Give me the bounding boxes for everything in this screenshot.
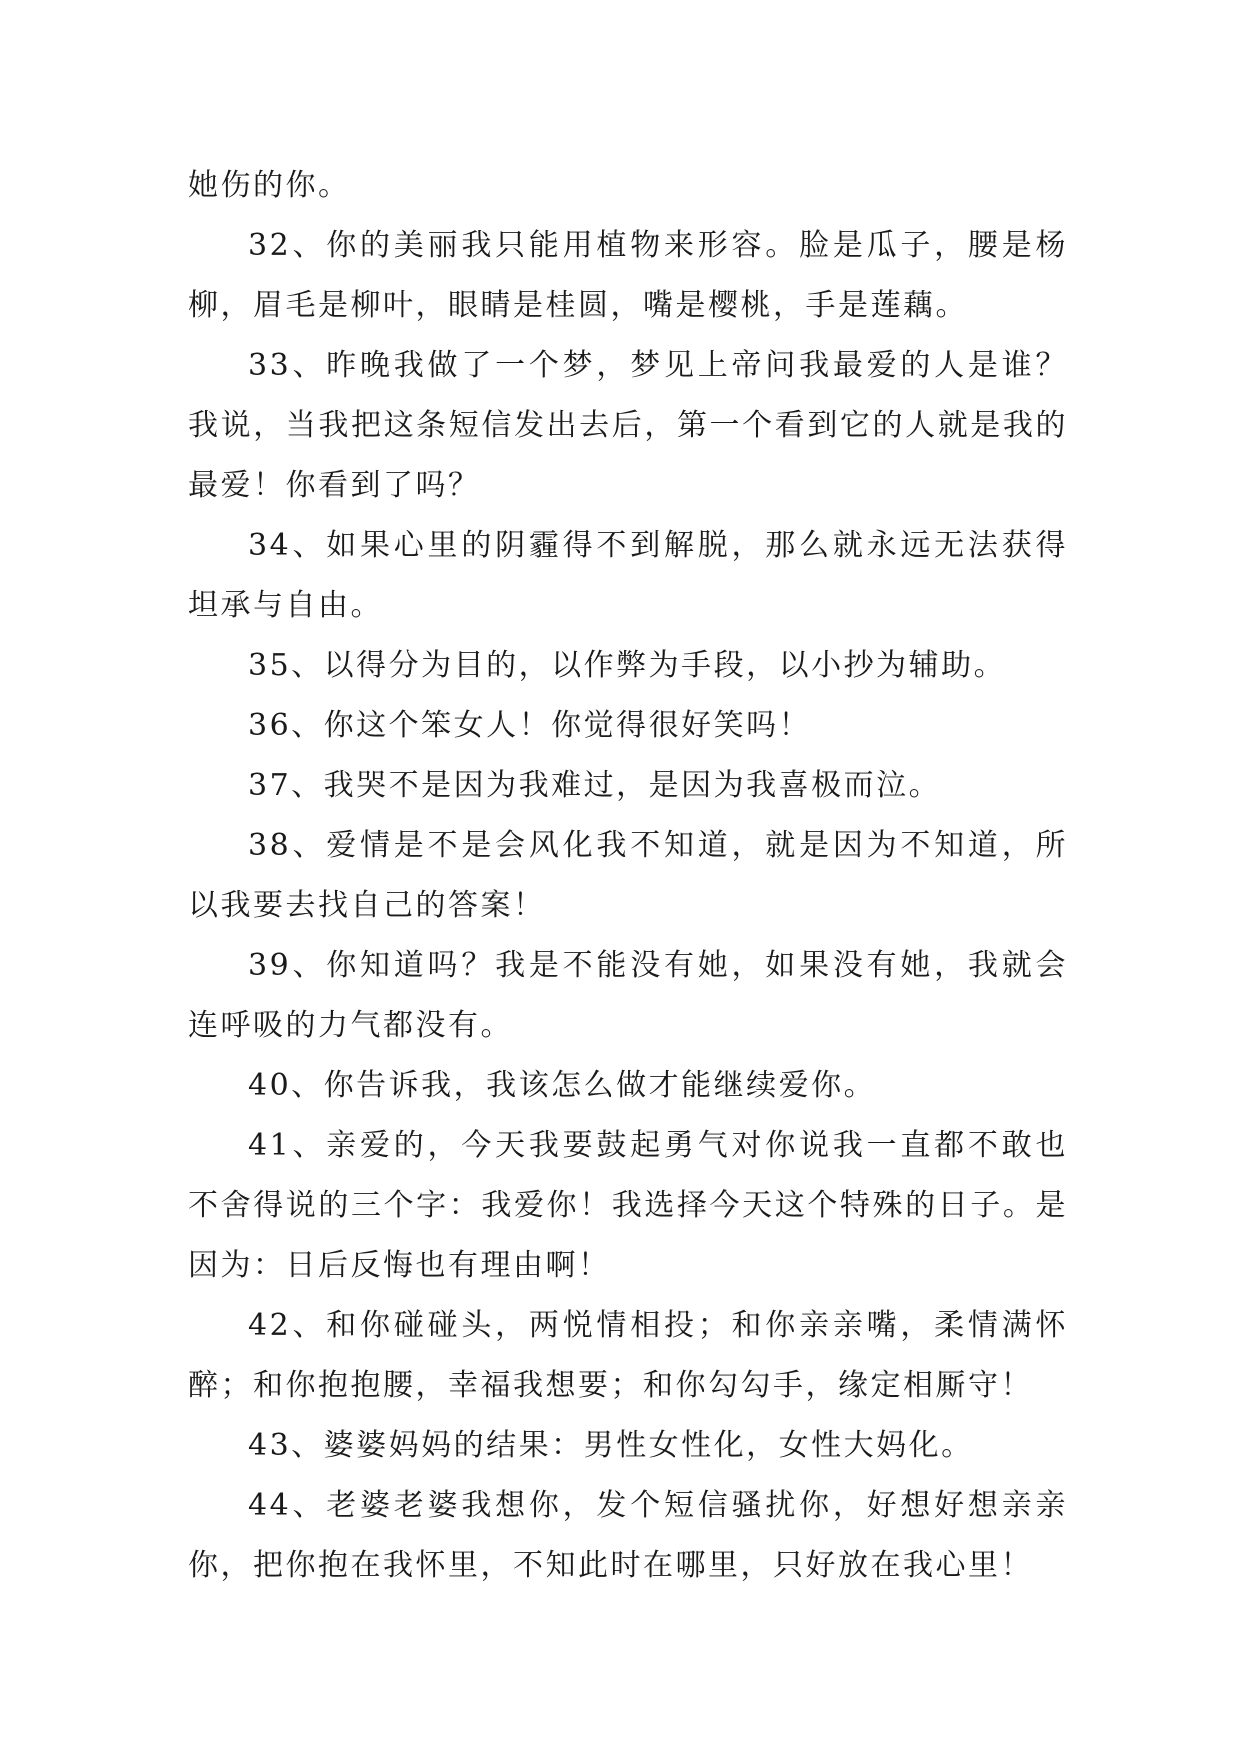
paragraph-33: 33、昨晚我做了一个梦，梦见上帝问我最爱的人是谁？我说，当我把这条短信发出去后，第一个看到它的人就是我的最爱！你看到了吗？ [188, 348, 1068, 503]
paragraph-42: 42、和你碰碰头，两悦情相投；和你亲亲嘴，柔情满怀醉；和你抱抱腰，幸福我想要；和你勾勾手，缘定相厮守！ [188, 1308, 1068, 1403]
paragraph-continuation: 她伤的你。 [188, 168, 351, 203]
paragraph-43: 43、婆婆妈妈的结果：男性女性化，女性大妈化。 [248, 1428, 974, 1463]
paragraph-39: 39、你知道吗？我是不能没有她，如果没有她，我就会连呼吸的力气都没有。 [188, 948, 1068, 1043]
paragraph-41: 41、亲爱的，今天我要鼓起勇气对你说我一直都不敢也不舍得说的三个字：我爱你！我选择今天这个特殊的日子。是因为：日后反悔也有理由啊！ [188, 1128, 1068, 1283]
paragraph-36: 36、你这个笨女人！你觉得很好笑吗！ [248, 708, 812, 743]
document-body [188, 156, 1068, 1596]
paragraph-34: 34、如果心里的阴霾得不到解脱，那么就永远无法获得坦承与自由。 [188, 528, 1068, 623]
paragraph-40: 40、你告诉我，我该怎么做才能继续爱你。 [248, 1068, 877, 1103]
paragraph-44: 44、老婆老婆我想你，发个短信骚扰你，好想好想亲亲你，把你抱在我怀里，不知此时在哪里，只好放在我心里！ [188, 1488, 1068, 1583]
paragraph-37: 37、我哭不是因为我难过，是因为我喜极而泣。 [248, 768, 942, 803]
paragraph-35: 35、以得分为目的，以作弊为手段，以小抄为辅助。 [248, 648, 1007, 683]
paragraph-32: 32、你的美丽我只能用植物来形容。脸是瓜子，腰是杨柳，眉毛是柳叶，眼睛是桂圆，嘴是樱桃，手是莲藕。 [188, 228, 1068, 323]
paragraph-38: 38、爱情是不是会风化我不知道，就是因为不知道，所以我要去找自己的答案！ [188, 828, 1068, 923]
